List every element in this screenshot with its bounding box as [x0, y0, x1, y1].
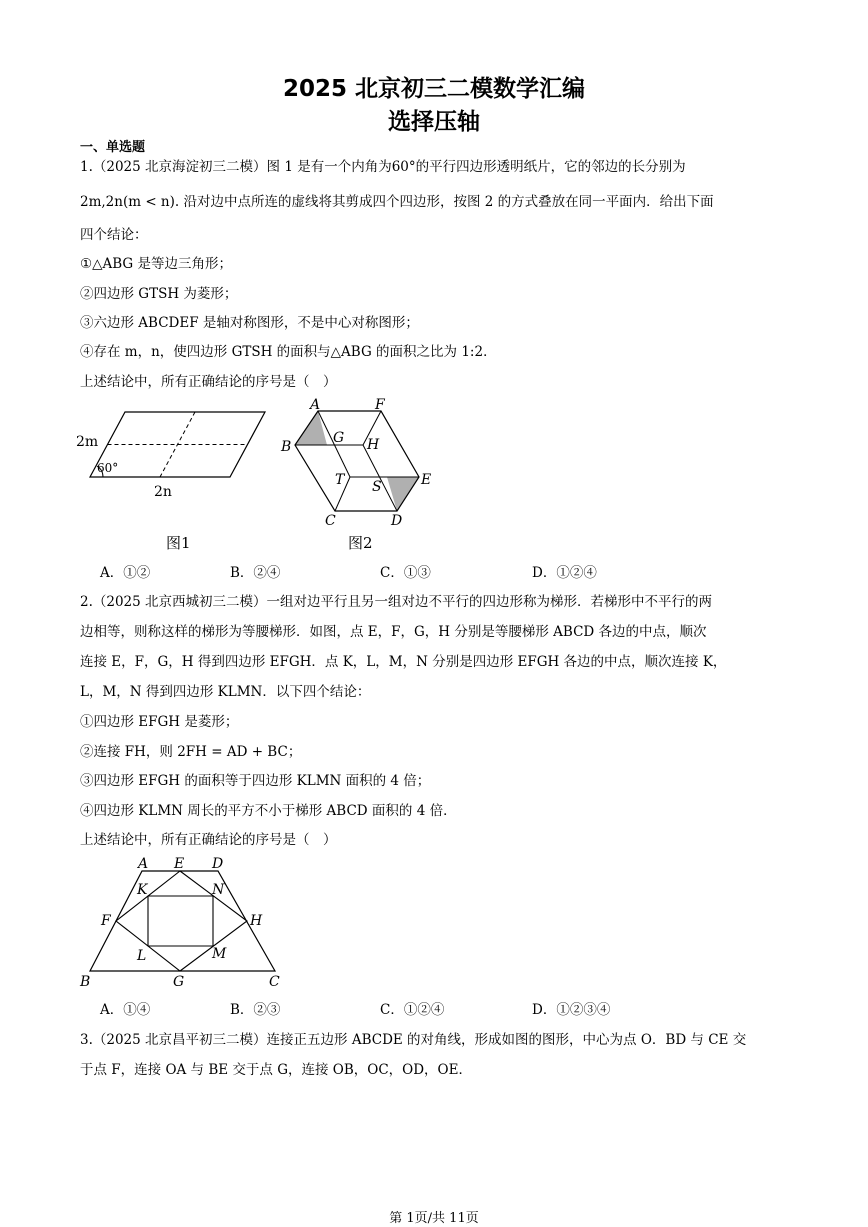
- fig-label-H: H: [250, 913, 263, 929]
- fig-label-D: D: [212, 856, 224, 872]
- q2-choice-b[interactable]: B．②③: [230, 1002, 281, 1018]
- q2-prompt: 上述结论中，所有正确结论的序号是（ ）: [80, 832, 337, 848]
- q1-line-3: 四个结论：: [80, 227, 148, 243]
- q1-choice-c[interactable]: C．①③: [380, 565, 431, 581]
- fig2-label-B: B: [281, 439, 292, 455]
- q1-conclusion-1: ①△ABG 是等边三角形；: [80, 256, 232, 272]
- fig-label-L: L: [137, 948, 147, 964]
- fig2-label-G: G: [333, 430, 345, 446]
- fig2-caption: 图2: [348, 534, 373, 552]
- fig2-label-S: S: [372, 479, 382, 495]
- q2-conclusion-4: ④四边形 KLMN 周长的平方不小于梯形 ABCD 面积的 4 倍．: [80, 803, 457, 819]
- fig1-label-2n: 2n: [154, 484, 172, 500]
- fig1-caption: 图1: [166, 534, 191, 552]
- fig-label-G: G: [173, 974, 185, 990]
- q1-prompt: 上述结论中，所有正确结论的序号是（ ）: [80, 374, 337, 390]
- page-subtitle: 选择压轴: [388, 109, 480, 135]
- q2-conclusion-3: ③四边形 EFGH 的面积等于四边形 KLMN 面积的 4 倍；: [80, 773, 431, 789]
- fig-label-F: F: [101, 913, 111, 929]
- q1-figure-1: [70, 400, 280, 555]
- q3-line-1: 3.（2025 北京昌平初三二模）连接正五边形 ABCDE 的对角线，形成如图的图形，中心为点 O．BD 与 CE 交: [80, 1032, 747, 1048]
- fig-label-C: C: [269, 974, 280, 990]
- q1-conclusion-2: ②四边形 GTSH 为菱形；: [80, 286, 238, 302]
- fig-label-A: A: [138, 856, 149, 872]
- fig-label-K: K: [137, 882, 148, 898]
- q3-line-2: 于点 F，连接 OA 与 BE 交于点 G，连接 OB，OC，OD，OE．: [80, 1062, 472, 1078]
- q2-line-4: L，M，N 得到四边形 KLMN．以下四个结论：: [80, 684, 371, 700]
- fig2-label-E: E: [421, 472, 432, 488]
- fig2-label-H: H: [367, 437, 380, 453]
- q1-line-1: 1.（2025 北京海淀初三二模）图 1 是有一个内角为60°的平行四边形透明纸片，它的邻边的长分别为: [80, 159, 686, 175]
- q1-choice-b[interactable]: B．②④: [230, 565, 281, 581]
- page-title: 2025 北京初三二模数学汇编: [282, 76, 586, 102]
- fig1-label-60: 60°: [97, 461, 119, 475]
- q1-conclusion-3: ③六边形 ABCDEF 是轴对称图形，不是中心对称图形；: [80, 315, 419, 331]
- q1-choice-d[interactable]: D．①②④: [532, 565, 597, 581]
- fig2-label-D: D: [391, 513, 403, 529]
- section-heading: 一、单选题: [80, 140, 146, 155]
- fig-label-M: M: [212, 946, 227, 962]
- fig2-label-A: A: [310, 397, 321, 413]
- q2-figure-trapezoid: [75, 852, 295, 992]
- page-footer: 第 1页/共 11页: [389, 1211, 479, 1226]
- fig2-label-T: T: [335, 472, 345, 488]
- q2-line-1: 2.（2025 北京西城初三二模）一组对边平行且另一组对边不平行的四边形称为梯形．若梯形中不平行的两: [80, 594, 713, 610]
- fig-label-E: E: [174, 856, 185, 872]
- fig-label-B: B: [80, 974, 91, 990]
- fig2-label-F: F: [375, 397, 385, 413]
- q1-conclusion-4: ④存在 m，n，使四边形 GTSH 的面积与△ABG 的面积之比为 1:2．: [80, 344, 497, 360]
- q2-conclusion-2: ②连接 FH，则 2FH = AD + BC；: [80, 744, 302, 760]
- q2-conclusion-1: ①四边形 EFGH 是菱形；: [80, 714, 239, 730]
- fig2-label-C: C: [325, 513, 336, 529]
- q2-choice-d[interactable]: D．①②③④: [532, 1002, 611, 1018]
- fig1-label-2m: 2m: [76, 434, 99, 450]
- q2-line-3: 连接 E，F，G，H 得到四边形 EFGH．点 K，L，M，N 分别是四边形 EFGH 各边的中点，顺次连接 K，: [80, 654, 727, 670]
- q2-choice-c[interactable]: C．①②④: [380, 1002, 445, 1018]
- q2-choice-a[interactable]: A．①④: [100, 1002, 151, 1018]
- q1-choice-a[interactable]: A．①②: [100, 565, 151, 581]
- q1-line-2: 2m,2n(m < n). 沿对边中点所连的虚线将其剪成四个四边形，按图 2 的方式叠放在同一平面内．给出下面: [80, 194, 714, 210]
- fig-label-N: N: [212, 882, 225, 898]
- q2-line-2: 边相等，则称这样的梯形为等腰梯形．如图，点 E，F，G，H 分别是等腰梯形 ABCD 各边的中点，顺次: [80, 624, 707, 640]
- q1-figure-2: [275, 393, 445, 555]
